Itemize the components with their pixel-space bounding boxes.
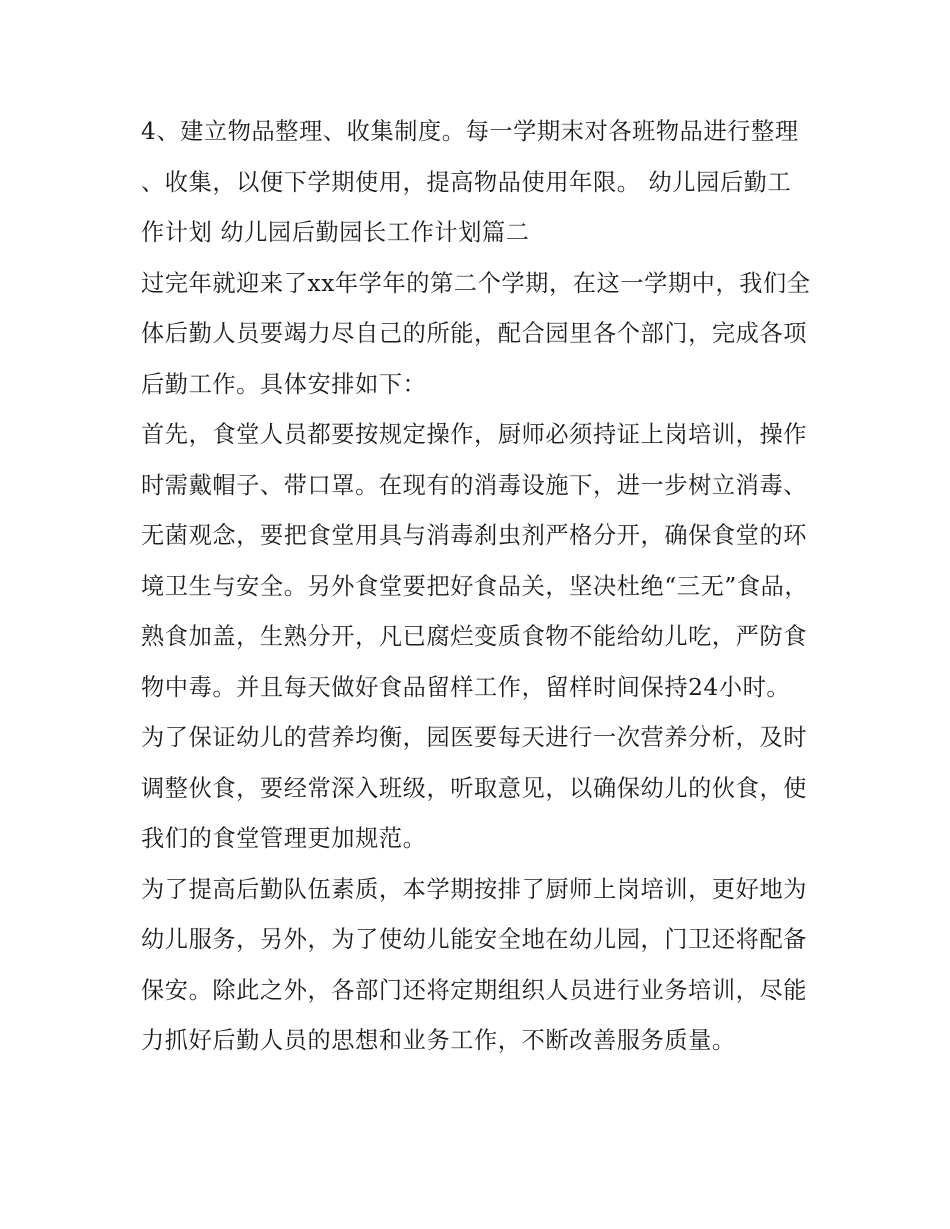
paragraph-semester-intro: 过完年就迎来了xx年学年的第二个学期，在这一学期中，我们全体后勤人员要竭力尽自己的所能，配合园里各个部门，完成各项后勤工作。具体安排如下： — [141, 269, 811, 398]
document-body — [141, 107, 813, 1067]
paragraph-canteen: 首先，食堂人员都要按规定操作，厨师必须持证上岗培训，操作时需戴帽子、带口罩。在现有的消毒设施下，进一步树立消毒、无菌观念，要把食堂用具与消毒刹虫剂严格分开，确保食堂的环境卫生与安全。另外食堂要把好食品关，坚决杜绝“三无”食品，熟食加盖，生熟分开，凡已腐烂变质食物不能给幼儿吃，严防食物中毒。并且每天做好食品留样工作，留样时间保持24小时。为了保证幼儿的营养均衡，园医要每天进行一次营养分析，及时调整伙食，要经常深入班级，听取意见，以确保幼儿的伙食，使我们的食堂管理更加规范。 — [141, 421, 809, 852]
paragraph-staff-training: 为了提高后勤队伍素质，本学期按排了厨师上岗培训，更好地为幼儿服务，另外，为了使幼儿能安全地在幼儿园，门卫还将配备保安。除此之外，各部门还将定期组织人员进行业务培训，尽能力抓好后勤人员的思想和业务工作，不断改善服务质量。 — [141, 875, 808, 1054]
paragraph-item-storage: 4、建立物品整理、收集制度。每一学期末对各班物品进行整理、收集，以便下学期使用，提高物品使用年限。 幼儿园后勤工作计划 幼儿园后勤园长工作计划篇二 — [141, 118, 799, 246]
